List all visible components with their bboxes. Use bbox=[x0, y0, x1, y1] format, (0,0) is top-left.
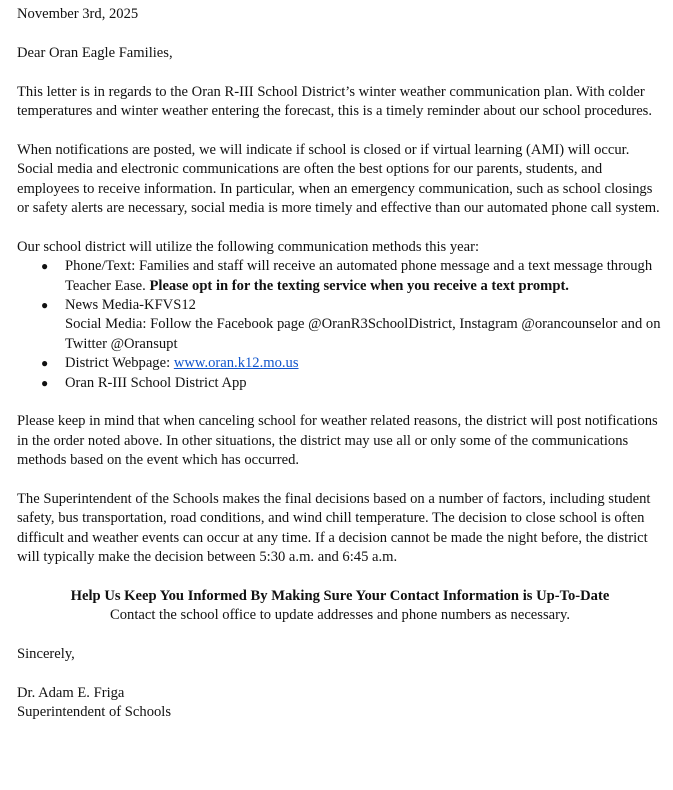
bullet-icon: ● bbox=[41, 259, 49, 274]
communication-methods-list bbox=[17, 257, 663, 393]
list-item-app bbox=[17, 374, 663, 393]
signature-title: Superintendent of Schools bbox=[17, 704, 172, 721]
salutation: Dear Oran Eagle Families, bbox=[17, 44, 173, 61]
notifications-paragraph: When notifications are posted, we will indicate if school is closed or if virtual learning (AMI) will occur. Social media and electronic communications are often the best options for our parents, students, and employees to receive information. In particular, when an emergency communication, such as school closings or safety alerts are necessary, social media is more timely and effective than our automated phone call system. bbox=[17, 141, 660, 217]
webpage-label: District Webpage: bbox=[65, 355, 171, 372]
decision-paragraph: The Superintendent of the Schools makes the final decisions based on a number of factors, including student safety, bus transportation, road conditions, and wind chill temperature. The decision to close school is often difficult and weather events can occur at any time. If a decision cannot be made the night before, the district will typically make the decision between 5:30 a.m. and 6:45 a.m. bbox=[17, 491, 651, 566]
bullet-icon: ● bbox=[41, 375, 49, 390]
app-text: Oran R-III School District App bbox=[65, 374, 247, 391]
news-media-text: News Media-KFVS12 bbox=[65, 297, 196, 314]
list-item-news-social bbox=[17, 296, 663, 354]
list-item-webpage bbox=[17, 354, 663, 373]
intro-paragraph: This letter is in regards to the Oran R-III School District’s winter weather communication plan. With colder temperatures and winter weather entering the forecast, this is a timely reminder about our school procedures. bbox=[17, 83, 653, 119]
social-media-text: Social Media: Follow the Facebook page @OranR3SchoolDistrict, Instagram @orancounselor and on Twitter @Oransupt bbox=[65, 316, 661, 352]
closing: Sincerely, bbox=[17, 646, 75, 663]
opt-in-notice: Please opt in for the texting service when you receive a text prompt. bbox=[149, 277, 569, 294]
callout-heading: Help Us Keep You Informed By Making Sure Your Contact Information is Up-To-Date bbox=[70, 588, 610, 605]
signature-name: Dr. Adam E. Friga bbox=[17, 685, 125, 702]
methods-intro: Our school district will utilize the following communication methods this year: bbox=[17, 238, 480, 255]
bullet-icon: ● bbox=[41, 298, 49, 313]
phone-text-description: Phone/Text: Families and staff will receive an automated phone message and a text message through Teacher Ease. bbox=[65, 258, 653, 294]
bullet-icon: ● bbox=[41, 356, 49, 371]
list-item-phone-text bbox=[17, 257, 663, 296]
callout-subtext: Contact the school office to update addresses and phone numbers as necessary. bbox=[110, 607, 570, 624]
order-paragraph: Please keep in mind that when canceling school for weather related reasons, the district will post notifications in the order noted above. In other situations, the district may use all or only some of the communications methods based on the event which has occurred. bbox=[17, 413, 658, 469]
letter-date: November 3rd, 2025 bbox=[17, 6, 139, 22]
district-webpage-link[interactable]: www.oran.k12.mo.us bbox=[173, 355, 299, 372]
